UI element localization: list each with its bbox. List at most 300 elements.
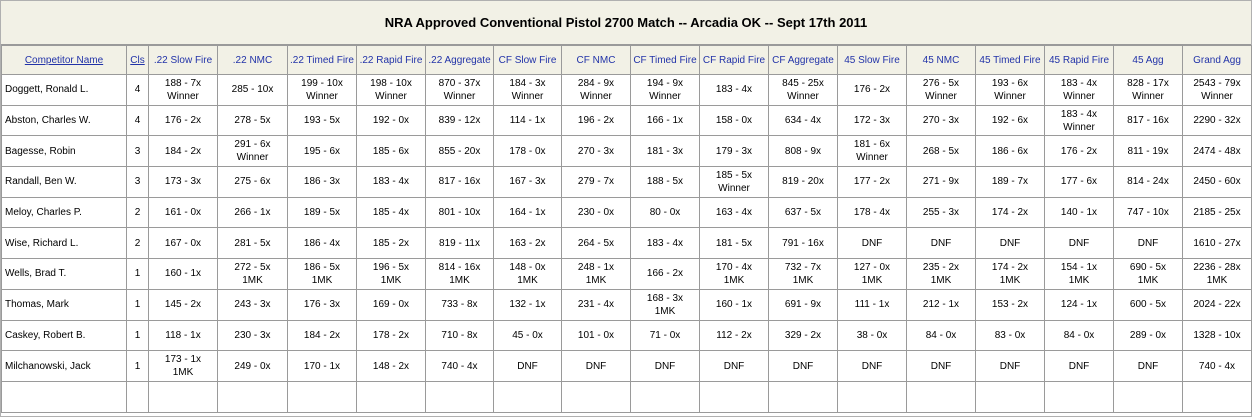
score-value: 690 - 5x <box>1129 261 1167 273</box>
score-value: 196 - 2x <box>577 115 615 127</box>
score-cell <box>907 105 976 136</box>
score-value: 600 - 5x <box>1129 299 1167 311</box>
score-cell <box>426 259 494 290</box>
score-cell <box>426 75 494 106</box>
page-title: NRA Approved Conventional Pistol 2700 Match -- Arcadia OK -- Sept 17th 2011 <box>384 15 868 30</box>
score-cell <box>494 289 562 320</box>
score-note: 1MK <box>585 274 607 286</box>
score-value: 817 - 16x <box>438 176 481 188</box>
score-value: 828 - 17x <box>1127 77 1169 89</box>
score-value: 84 - 0x <box>925 329 957 341</box>
score-cell <box>288 136 357 167</box>
score-value: 176 - 2x <box>1060 145 1098 157</box>
table-row <box>2 228 1252 259</box>
score-cell <box>631 228 700 259</box>
score-value: 2236 - 28x <box>1193 261 1241 273</box>
score-cell <box>631 136 700 167</box>
score-note: Winner <box>236 152 269 164</box>
score-value: 2024 - 22x <box>1193 299 1241 311</box>
competitor-name-cell: Caskey, Robert B. <box>2 320 127 351</box>
score-cell <box>1045 259 1114 290</box>
score-cell <box>976 197 1045 228</box>
score-note: Winner <box>856 152 888 164</box>
column-header: 45 Slow Fire <box>838 46 907 75</box>
score-cell <box>1183 289 1252 320</box>
score-cell <box>494 351 562 382</box>
score-cell <box>357 105 426 136</box>
column-header: CF Timed Fire <box>631 46 700 75</box>
score-value: 264 - 5x <box>577 237 615 249</box>
empty-cell <box>976 381 1045 412</box>
score-value: 845 - 25x <box>782 77 824 89</box>
score-value: 183 - 4x <box>1060 77 1098 89</box>
score-note: Winner <box>994 90 1026 102</box>
score-cell <box>769 228 838 259</box>
empty-cell <box>288 381 357 412</box>
score-cell <box>494 228 562 259</box>
score-value: 166 - 1x <box>646 115 684 127</box>
score-note: 1MK <box>999 274 1021 286</box>
score-cell <box>700 259 769 290</box>
score-note: Winner <box>443 90 476 102</box>
score-cell <box>288 75 357 106</box>
empty-cell <box>357 381 426 412</box>
score-cell <box>562 351 631 382</box>
score-note: 1MK <box>792 274 814 286</box>
cls-cell: 2 <box>127 197 149 228</box>
score-cell <box>357 289 426 320</box>
score-cell <box>631 75 700 106</box>
column-header: 45 Agg <box>1114 46 1183 75</box>
score-value: 637 - 5x <box>784 207 822 219</box>
score-cell <box>218 259 288 290</box>
score-cell <box>1183 351 1252 382</box>
competitor-name-cell: Wells, Brad T. <box>2 259 127 290</box>
score-value: 179 - 3x <box>715 145 753 157</box>
table-row <box>2 320 1252 351</box>
score-value: 733 - 8x <box>441 299 478 311</box>
cls-cell: 2 <box>127 228 149 259</box>
empty-cell <box>2 381 127 412</box>
score-cell <box>631 105 700 136</box>
score-value: 140 - 1x <box>1060 207 1098 219</box>
score-cell <box>769 105 838 136</box>
score-value: 819 - 11x <box>439 237 480 249</box>
score-value: 249 - 0x <box>234 360 271 372</box>
cls-cell: 1 <box>127 351 149 382</box>
score-cell <box>149 167 218 198</box>
score-value: 176 - 2x <box>853 84 891 96</box>
column-header: .22 Timed Fire <box>288 46 357 75</box>
score-cell <box>426 289 494 320</box>
score-cell <box>700 320 769 351</box>
score-note: 1MK <box>1068 274 1090 286</box>
score-value: 181 - 3x <box>646 145 684 157</box>
score-value: 148 - 2x <box>372 360 410 372</box>
score-cell <box>1183 136 1252 167</box>
score-value: 177 - 2x <box>853 176 891 188</box>
score-cell <box>838 228 907 259</box>
score-value: 183 - 4x <box>715 84 753 96</box>
score-value: 819 - 20x <box>782 176 824 188</box>
score-cell <box>976 75 1045 106</box>
score-value: 185 - 5x <box>715 169 753 181</box>
empty-cell <box>494 381 562 412</box>
score-cell <box>1114 289 1183 320</box>
score-value: 270 - 3x <box>577 145 615 157</box>
score-cell <box>149 320 218 351</box>
score-cell <box>562 289 631 320</box>
score-value: 178 - 4x <box>853 207 891 219</box>
score-value: 284 - 9x <box>577 77 615 89</box>
score-value: 192 - 6x <box>991 115 1029 127</box>
table-body <box>2 75 1252 413</box>
score-cell <box>1183 228 1252 259</box>
score-cell <box>149 289 218 320</box>
score-value: 732 - 7x <box>784 261 822 273</box>
score-value: 166 - 2x <box>646 268 684 280</box>
cls-cell: 1 <box>127 320 149 351</box>
score-note: Winner <box>1063 90 1095 102</box>
column-header: .22 Rapid Fire <box>357 46 426 75</box>
score-value: 185 - 2x <box>372 237 410 249</box>
column-header: Grand Agg <box>1183 46 1252 75</box>
score-cell <box>1114 320 1183 351</box>
competitor-name-cell: Doggett, Ronald L. <box>2 75 127 106</box>
score-value: 183 - 4x <box>646 237 684 249</box>
score-cell <box>562 75 631 106</box>
score-cell <box>769 167 838 198</box>
score-value: 196 - 5x <box>372 261 410 273</box>
empty-cell <box>218 381 288 412</box>
column-header: .22 Slow Fire <box>149 46 218 75</box>
table-row <box>2 136 1252 167</box>
score-note: 1MK <box>1206 274 1228 286</box>
score-value: 747 - 10x <box>1127 207 1169 219</box>
score-cell <box>1045 167 1114 198</box>
cls-cell: 1 <box>127 289 149 320</box>
cls-cell: 4 <box>127 105 149 136</box>
score-cell <box>976 320 1045 351</box>
score-cell <box>838 197 907 228</box>
score-cell <box>357 259 426 290</box>
score-value: 839 - 12x <box>438 115 481 127</box>
score-cell <box>769 197 838 228</box>
score-value: 270 - 3x <box>922 115 960 127</box>
score-value: 71 - 0x <box>649 329 681 341</box>
score-value: 740 - 4x <box>441 360 478 372</box>
score-value: 101 - 0x <box>577 329 615 341</box>
table-row <box>2 105 1252 136</box>
score-value: 198 - 10x <box>370 77 412 89</box>
score-cell <box>976 167 1045 198</box>
score-value: 118 - 1x <box>165 329 201 341</box>
score-value: 170 - 4x <box>715 261 753 273</box>
score-cell <box>357 136 426 167</box>
competitor-name-cell: Meloy, Charles P. <box>2 197 127 228</box>
score-cell <box>562 320 631 351</box>
score-note: Winner <box>787 90 819 102</box>
score-value: DNF <box>930 237 952 249</box>
score-value: DNF <box>585 360 607 372</box>
score-value: 811 - 19x <box>1127 145 1169 157</box>
score-value: 814 - 16x <box>438 261 481 273</box>
score-cell <box>562 136 631 167</box>
score-value: 271 - 9x <box>922 176 960 188</box>
score-cell <box>838 289 907 320</box>
header-row <box>2 46 1252 75</box>
column-header: CF Slow Fire <box>494 46 562 75</box>
empty-cell <box>1114 381 1183 412</box>
score-value: 185 - 4x <box>372 207 410 219</box>
score-value: 279 - 7x <box>577 176 615 188</box>
score-cell <box>631 167 700 198</box>
score-note: 1MK <box>517 274 538 286</box>
score-value: 112 - 2x <box>716 329 752 341</box>
empty-cell <box>1183 381 1252 412</box>
score-value: 174 - 2x <box>991 261 1029 273</box>
score-cell <box>218 75 288 106</box>
score-cell <box>907 228 976 259</box>
score-cell <box>426 197 494 228</box>
score-cell <box>357 167 426 198</box>
score-cell <box>494 167 562 198</box>
score-value: DNF <box>517 360 538 372</box>
score-cell <box>1045 197 1114 228</box>
score-cell <box>1114 228 1183 259</box>
score-cell <box>838 259 907 290</box>
score-cell <box>218 228 288 259</box>
score-value: DNF <box>792 360 814 372</box>
column-header: CF Aggregate <box>769 46 838 75</box>
competitor-name-cell: Randall, Ben W. <box>2 167 127 198</box>
score-value: 281 - 5x <box>234 237 271 249</box>
score-cell <box>288 228 357 259</box>
score-cell <box>838 320 907 351</box>
score-cell <box>149 351 218 382</box>
score-value: 276 - 5x <box>922 77 960 89</box>
score-note: 1MK <box>723 274 745 286</box>
score-cell <box>288 167 357 198</box>
score-cell <box>769 351 838 382</box>
score-value: 808 - 9x <box>784 145 822 157</box>
score-cell <box>494 105 562 136</box>
score-cell <box>494 320 562 351</box>
score-note: Winner <box>718 182 750 194</box>
table-row <box>2 351 1252 382</box>
score-note: Winner <box>167 90 199 102</box>
score-value: 814 - 24x <box>1127 176 1169 188</box>
table-row <box>2 75 1252 106</box>
score-note: Winner <box>306 90 338 102</box>
score-cell <box>288 351 357 382</box>
score-value: 169 - 0x <box>372 299 410 311</box>
score-value: 183 - 4x <box>1060 108 1098 120</box>
score-value: 791 - 16x <box>782 237 824 249</box>
score-cell <box>700 105 769 136</box>
cls-cell: 1 <box>127 259 149 290</box>
score-cell <box>700 136 769 167</box>
score-value: DNF <box>861 360 883 372</box>
score-cell <box>1045 228 1114 259</box>
score-value: 184 - 2x <box>303 329 341 341</box>
score-cell <box>631 197 700 228</box>
score-value: 329 - 2x <box>784 329 822 341</box>
score-cell <box>1183 320 1252 351</box>
score-value: 193 - 6x <box>991 77 1029 89</box>
competitor-name-cell: Abston, Charles W. <box>2 105 127 136</box>
score-value: 1328 - 10x <box>1193 329 1241 341</box>
score-value: 185 - 6x <box>372 145 410 157</box>
score-value: 148 - 0x <box>509 261 546 273</box>
score-cell <box>1045 289 1114 320</box>
score-cell <box>907 197 976 228</box>
score-value: 291 - 6x <box>234 139 271 151</box>
score-cell <box>1045 351 1114 382</box>
score-value: 188 - 7x <box>164 77 202 89</box>
score-cell <box>1114 136 1183 167</box>
title-bar <box>1 1 1251 45</box>
score-cell <box>357 320 426 351</box>
score-value: 114 - 1x <box>509 115 546 127</box>
score-cell <box>494 197 562 228</box>
score-value: 235 - 2x <box>922 261 960 273</box>
competitor-name-cell: Thomas, Mark <box>2 289 127 320</box>
column-header: 45 Rapid Fire <box>1045 46 1114 75</box>
score-value: 2474 - 48x <box>1193 145 1241 157</box>
score-value: 124 - 1x <box>1060 299 1098 311</box>
score-value: 1610 - 27x <box>1193 237 1241 249</box>
score-cell <box>1114 167 1183 198</box>
score-cell <box>218 136 288 167</box>
score-value: 212 - 1x <box>922 299 960 311</box>
score-cell <box>562 259 631 290</box>
score-cell <box>631 289 700 320</box>
score-value: 192 - 0x <box>372 115 410 127</box>
score-cell <box>426 105 494 136</box>
score-cell <box>976 228 1045 259</box>
score-cell <box>976 259 1045 290</box>
score-value: 172 - 3x <box>853 115 891 127</box>
score-value: 176 - 3x <box>303 299 341 311</box>
cls-cell: 3 <box>127 136 149 167</box>
score-cell <box>700 351 769 382</box>
score-cell <box>288 197 357 228</box>
score-cell <box>1114 105 1183 136</box>
score-value: 186 - 4x <box>303 237 341 249</box>
score-cell <box>494 75 562 106</box>
score-cell <box>288 105 357 136</box>
score-note: Winner <box>375 90 407 102</box>
score-note: Winner <box>1063 121 1095 133</box>
results-table <box>1 45 1252 413</box>
empty-cell <box>907 381 976 412</box>
score-value: 154 - 1x <box>1060 261 1098 273</box>
column-header: .22 Aggregate <box>426 46 494 75</box>
score-note: Winner <box>649 90 681 102</box>
score-value: 2543 - 79x <box>1193 77 1241 89</box>
score-cell <box>1183 259 1252 290</box>
score-cell <box>1183 105 1252 136</box>
score-value: 161 - 0x <box>164 207 202 219</box>
score-value: 289 - 0x <box>1129 329 1167 341</box>
score-cell <box>631 259 700 290</box>
score-cell <box>1045 75 1114 106</box>
column-header-competitor-name[interactable]: Competitor Name <box>2 46 127 75</box>
score-cell <box>218 351 288 382</box>
score-value: 168 - 3x <box>646 292 684 304</box>
score-cell <box>700 228 769 259</box>
score-value: 2290 - 32x <box>1193 115 1241 127</box>
score-value: 710 - 8x <box>441 329 478 341</box>
score-value: 231 - 4x <box>577 299 615 311</box>
score-cell <box>149 259 218 290</box>
score-cell <box>288 320 357 351</box>
score-value: 199 - 10x <box>301 77 343 89</box>
table-row <box>2 289 1252 320</box>
score-value: 184 - 2x <box>164 145 202 157</box>
score-note: Winner <box>580 90 612 102</box>
score-cell <box>838 105 907 136</box>
score-cell <box>426 320 494 351</box>
empty-cell <box>631 381 700 412</box>
column-header-cls[interactable]: Cls <box>127 46 149 75</box>
score-value: 178 - 0x <box>509 145 546 157</box>
score-cell <box>426 167 494 198</box>
cls-cell: 4 <box>127 75 149 106</box>
score-value: 266 - 1x <box>234 207 271 219</box>
score-value: 691 - 9x <box>784 299 822 311</box>
score-cell <box>700 289 769 320</box>
score-value: 855 - 20x <box>438 145 481 157</box>
empty-row <box>2 381 1252 412</box>
table-row <box>2 167 1252 198</box>
score-cell <box>218 320 288 351</box>
score-cell <box>769 136 838 167</box>
score-cell <box>1183 75 1252 106</box>
score-value: 177 - 6x <box>1060 176 1098 188</box>
score-cell <box>149 75 218 106</box>
score-cell <box>769 320 838 351</box>
score-cell <box>907 259 976 290</box>
score-note: 1MK <box>380 274 402 286</box>
empty-cell <box>127 381 149 412</box>
score-value: DNF <box>999 237 1021 249</box>
column-header: 45 NMC <box>907 46 976 75</box>
score-cell <box>357 197 426 228</box>
score-value: 285 - 10x <box>231 84 274 96</box>
score-value: DNF <box>1068 360 1090 372</box>
score-value: 230 - 3x <box>234 329 271 341</box>
score-value: 160 - 1x <box>715 299 753 311</box>
score-cell <box>562 197 631 228</box>
score-value: 163 - 2x <box>509 237 546 249</box>
score-value: 184 - 3x <box>509 77 546 89</box>
score-value: DNF <box>723 360 745 372</box>
score-cell <box>838 351 907 382</box>
score-value: 153 - 2x <box>991 299 1029 311</box>
score-cell <box>907 136 976 167</box>
score-note: 1MK <box>1137 274 1159 286</box>
score-cell <box>907 167 976 198</box>
score-note: 1MK <box>449 274 470 286</box>
score-value: DNF <box>1137 237 1159 249</box>
score-value: 278 - 5x <box>234 115 271 127</box>
score-value: 132 - 1x <box>509 299 546 311</box>
empty-cell <box>769 381 838 412</box>
score-note: Winner <box>1132 90 1164 102</box>
score-value: 84 - 0x <box>1063 329 1095 341</box>
